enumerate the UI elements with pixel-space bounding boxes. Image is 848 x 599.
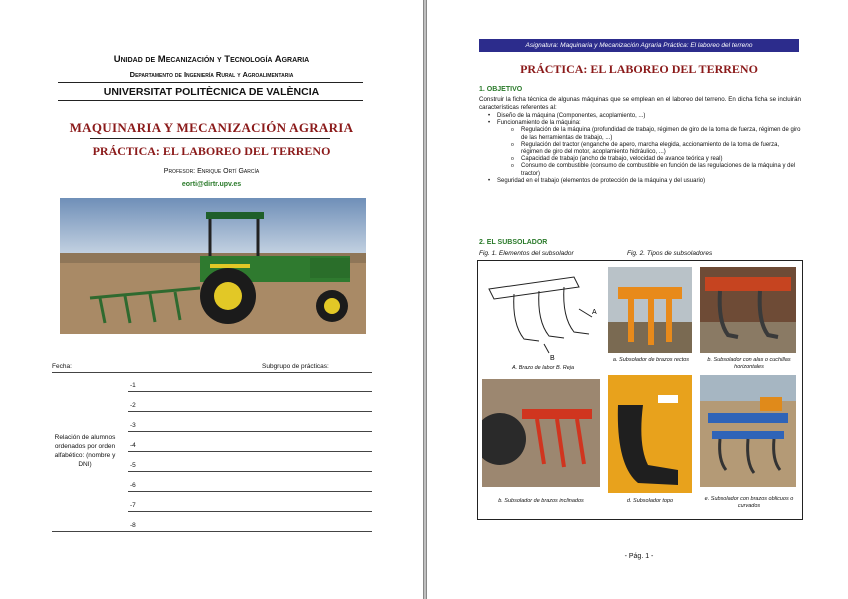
section-heading-objetivo: 1. OBJETIVO: [479, 86, 523, 93]
entry-line[interactable]: [128, 471, 372, 472]
page-header: Asignatura: Maquinaria y Mecanización Agraria Práctica: El laboreo del terreno: [479, 39, 799, 52]
practice-title: PRÁCTICA: EL LABOREO DEL TERRENO: [92, 144, 331, 158]
intro-paragraph: Construir la ficha técnica de algunas máquinas que se emplean en el laboreo del terreno. En dicha ficha se incluirán características referentes al:: [479, 96, 801, 111]
caption-diagram: A. Brazo de labor B. Reja: [511, 365, 575, 371]
row-number: -7: [130, 502, 136, 509]
list-item: • Seguridad en el trabajo (elementos de protección de la máquina y del usuario): [483, 178, 801, 185]
university-name: UNIVERSITAT POLITÈCNICA DE VALÈNCIA: [103, 86, 320, 98]
objective-list: [483, 113, 801, 185]
sub-list-item: o Regulación de la máquina (profundidad de trabajo, régimen de giro de la toma de fuerza, régimen de giro de las herramientas de trabajo, ...): [497, 127, 801, 141]
figures-box: [477, 260, 803, 520]
tractor-photo: [60, 198, 366, 334]
entry-line[interactable]: [128, 411, 372, 412]
row-number: -8: [130, 522, 136, 529]
entry-line[interactable]: [52, 531, 372, 532]
entry-line[interactable]: [128, 491, 372, 492]
caption-e: e. Subsolador con brazos oblicuos o curvados: [704, 496, 794, 509]
caption-c: b. Subsolador de brazos inclinados: [498, 498, 584, 504]
subgroup-label: Subgrupo de prácticas:: [262, 363, 329, 370]
course-title: MAQUINARIA Y MECANIZACIÓN AGRARIA: [69, 120, 354, 135]
divider: [90, 138, 330, 139]
row-number: -3: [130, 422, 136, 429]
caption-a: a. Subsolador de brazos rectos: [612, 357, 690, 363]
subsoiler-photo-a: [608, 267, 692, 353]
sub-list-item: o Regulación del tractor (enganche de apero, marcha elegida, accionamiento de la toma de fuerza, régimen de giro del motor, acoplamiento hidráulico, ...): [497, 142, 801, 156]
diagram-letter: A: [592, 309, 597, 316]
divider: [58, 100, 363, 101]
list-item: • Diseño de la máquina (Componentes, acoplamiento, ...): [483, 113, 801, 120]
page-title: PRÁCTICA: EL LABOREO DEL TERRENO: [520, 62, 758, 76]
entry-line[interactable]: [128, 391, 372, 392]
content-page: [426, 0, 848, 599]
subsoiler-photo-b: [700, 267, 796, 353]
row-number: -5: [130, 462, 136, 469]
date-label: Fecha:: [52, 363, 72, 370]
students-list-label: Relación de alumnos ordenados por orden alfabético: (nombre y DNI): [54, 434, 116, 468]
figure-caption-2: Fig. 2. Tipos de subsoladores: [627, 250, 713, 257]
page-number: - Pág. 1 -: [624, 553, 654, 560]
row-number: -2: [130, 402, 136, 409]
sub-list-item: o Consumo de combustible (consumo de combustible en función de las regulaciones de la máquina y del tractor): [497, 163, 801, 177]
subsoiler-photo-d: [608, 375, 692, 493]
diagram-letter: B: [550, 355, 555, 361]
entry-line[interactable]: [128, 451, 372, 452]
caption-b: b. Subsolador con alas o cuchillas horizontales: [707, 357, 791, 370]
sub-list-item: o Capacidad de trabajo (ancho de trabajo, velocidad de avance teórica y real): [497, 156, 801, 163]
divider: [58, 82, 363, 83]
unit-name: Unidad de Mecanización y Tecnología Agraria: [113, 54, 310, 65]
list-item-label: Funcionamiento de la máquina:: [497, 120, 581, 127]
row-number: -6: [130, 482, 136, 489]
section-heading-subsolador: 2. EL SUBSOLADOR: [479, 239, 548, 246]
entry-line[interactable]: [128, 511, 372, 512]
department-name: Departamento de Ingeniería Rural y Agroalimentaria: [129, 70, 294, 79]
figure-caption-1: Fig. 1. Elementos del subsolador: [479, 250, 574, 257]
subsoiler-photo-e: [700, 375, 796, 487]
professor-name: Profesor: Enrique Ortí García: [163, 168, 260, 175]
entry-line[interactable]: [128, 431, 372, 432]
row-number: -1: [130, 382, 136, 389]
header-line: [52, 372, 372, 373]
caption-d: d. Subsolador topo: [626, 498, 674, 504]
email-link[interactable]: eorti@dirtr.upv.es: [181, 181, 242, 188]
list-item: [483, 120, 801, 178]
subsoiler-diagram: [484, 269, 602, 361]
sub-list: [497, 127, 801, 177]
subsoiler-photo-c: [482, 379, 600, 487]
row-number: -4: [130, 442, 136, 449]
